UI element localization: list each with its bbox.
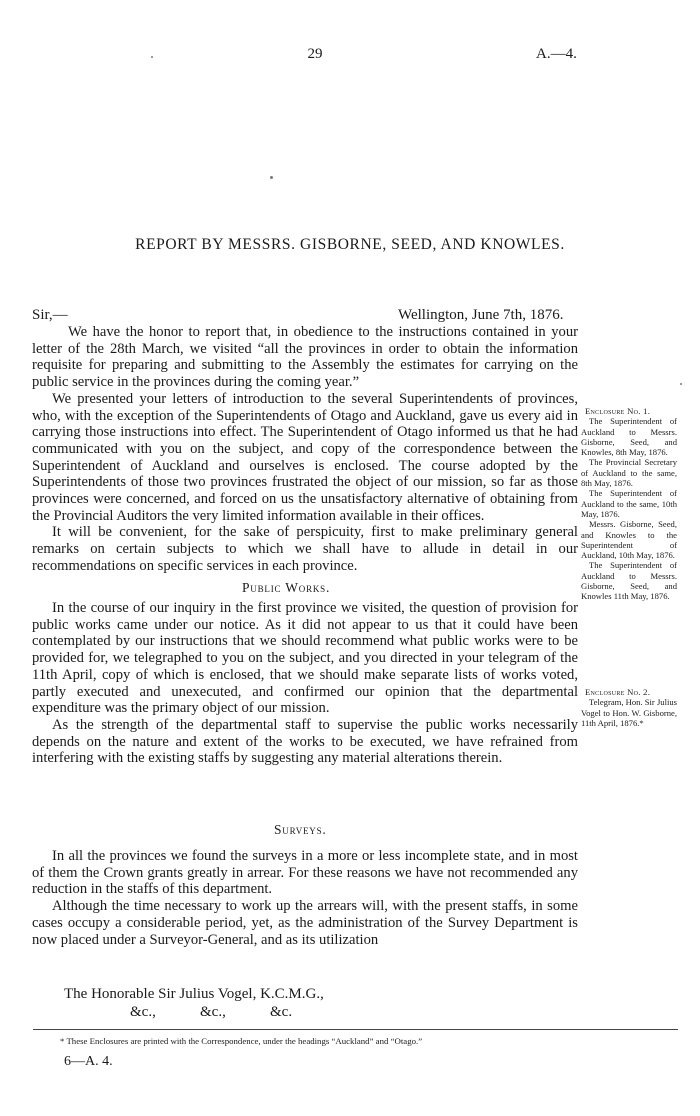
print-reference: 6—A. 4. (64, 1054, 113, 1069)
addressee-etc (130, 1004, 340, 1021)
body-section-public-works (32, 600, 578, 767)
date-line: Wellington, June 7th, 1876. (398, 307, 564, 323)
etc-item: &c. (270, 1004, 293, 1020)
paragraph-preliminary: It will be convenient, for the sake of perspicuity, first to make preliminary general remarks on certain subjects to which we shall have to allude in detail in our recommendations on specific services in each province. (32, 524, 578, 574)
body-section-intro (32, 324, 578, 575)
paragraph-surveys: In all the provinces we found the surveys in a more or less incomplete state, and in most of them the Crown grants greatly in arrear. For these reasons we have not recommended any reduction in the staffs of this department. (32, 848, 578, 898)
footnote-divider (33, 1029, 678, 1030)
scan-speck (270, 176, 273, 179)
heading-surveys: Surveys. (274, 822, 327, 837)
scan-speck (151, 56, 153, 58)
addressee-name: The Honorable Sir Julius Vogel, K.C.M.G., (64, 986, 324, 1002)
paragraph-public-works: In the course of our inquiry in the first province we visited, the question of provision for public works came under our notice. As it did not appear to us that it could have been contemplated by our instructions that we should recommend what public works were to be provided for, we telegraphed to you on the subject, and you directed in your telegram of the 11th April, copy of which is enclosed, that we should make separate lists of works voted, partly executed and unexecuted, and confirmed our opinion that the departmental expenditure was the primary object of our mission. (32, 600, 578, 717)
scan-speck (680, 383, 682, 385)
margin-note: The Superintendent of Auckland to the same, 10th May, 1876. (581, 488, 677, 519)
page-reference: A.—4. (536, 46, 577, 62)
paragraph-introductions: We presented your letters of introduction to the several Superintendents of provinces, who, with the exception of the Superintendents of Otago and Auckland, gave us every aid in carrying those instructions into effect. The Superintendent of Otago informed us that he had communicated with you on the subject, and copy of the correspondence between the Superintendent of Auckland and ourselves is enclosed. The course adopted by the Superintendents of those two provinces frustrated the object of our mission, so far as those provinces were concerned, and forced on us the unsatisfactory alternative of obtaining from the Provincial Auditors the very limited information available in their offices. (32, 390, 578, 524)
footnote: * These Enclosures are printed with the Correspondence, under the headings “Auckland” and “Otago.” (60, 1036, 423, 1046)
report-title: REPORT BY MESSRS. GISBORNE, SEED, AND KNOWLES. (135, 236, 565, 253)
margin-notes-enclosure-1 (581, 406, 677, 602)
body-section-surveys (32, 848, 578, 948)
page-number: 29 (307, 46, 323, 62)
margin-note: Telegram, Hon. Sir Julius Vogel to Hon. W. Gisborne, 11th April, 1876.* (581, 697, 677, 728)
paragraph-instructions: We have the honor to report that, in obedience to the instructions contained in your letter of the 28th March, we visited “all the provinces in order to obtain the information requisite for preparing and submitting to the Assembly the estimates for carrying on the public service in the provinces during the coming year.” (32, 324, 578, 391)
etc-item: &c., (130, 1004, 156, 1020)
etc-item: &c., (200, 1004, 226, 1020)
margin-note: The Superintendent of Auckland to Messrs. Gisborne, Seed, and Knowles 11th May, 1876. (581, 560, 677, 602)
margin-notes-enclosure-2 (581, 687, 677, 728)
salutation: Sir,— (32, 307, 68, 323)
paragraph-arrears: Although the time necessary to work up the arrears will, with the present staffs, in some cases occupy a considerable period, yet, as the administration of the Survey Department is now placed under a Surveyor-General, and as its utilization (32, 898, 578, 948)
paragraph-staff: As the strength of the departmental staff to supervise the public works necessarily depends on the nature and extent of the works to be executed, we have refrained from interfering with the existing staffs by suggesting any material alterations therein. (32, 716, 578, 767)
margin-note-heading: Enclosure No. 1. (585, 406, 651, 416)
heading-public-works: Public Works. (242, 580, 331, 595)
margin-note: The Provincial Secretary of Auckland to the same, 8th May, 1876. (581, 457, 677, 489)
margin-note-heading: Enclosure No. 2. (585, 687, 651, 697)
margin-note: The Superintendent of Auckland to Messrs. Gisborne, Seed, and Knowles, 8th May, 1876. (581, 416, 677, 458)
margin-note: Messrs. Gisborne, Seed, and Knowles to the Superintendent of Auckland, 10th May, 1876. (581, 519, 677, 561)
